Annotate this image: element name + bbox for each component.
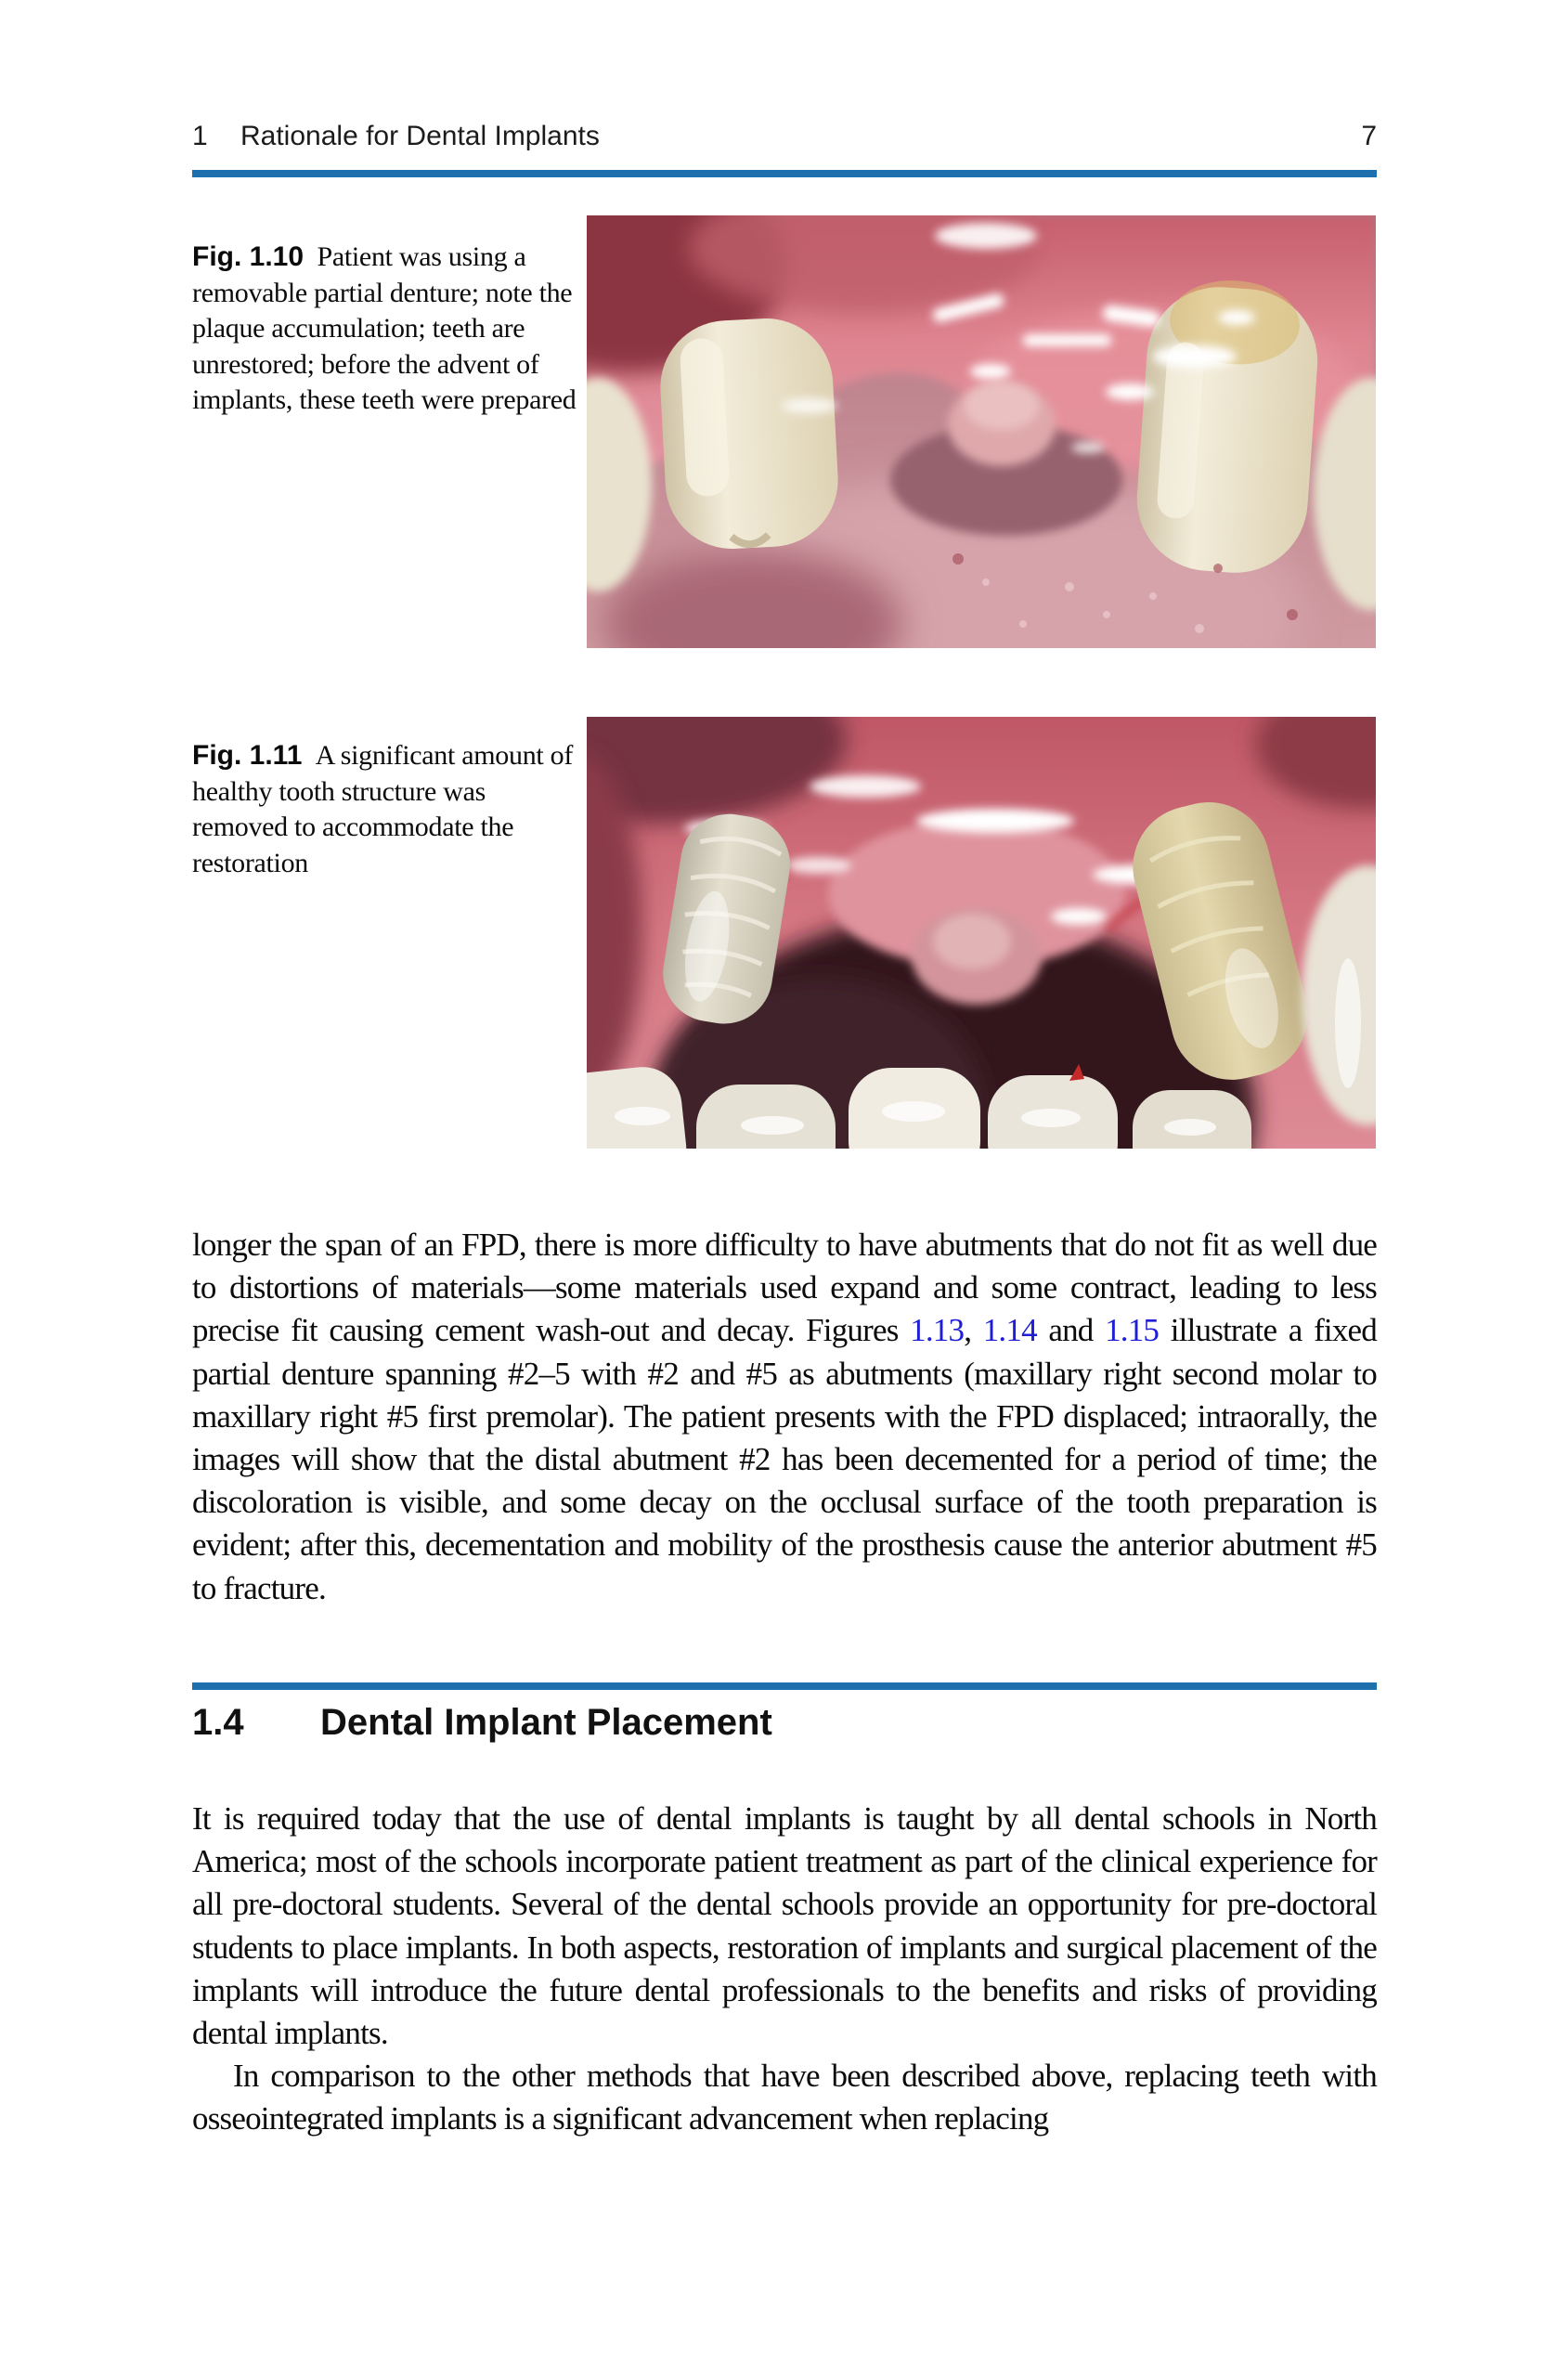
text-run: illustrate a fixed partial denture spanning #2–5 with #2 and #5 as abutments (maxillary right second molar to maxillary right #5 first premolar). The patient presents with the FPD displaced; intraorally, the images will show that the distal abutment #2 has been decemented for a period of time; the discoloration is visible, and some decay on the occlusal surface of the tooth preparation is evident; after this, decementation and mobility of the prosthesis cause the anterior abutment #5 to fracture. [192,1312,1377,1606]
section-body [192,1798,1377,2141]
figure-ref-link[interactable]: 1.14 [982,1312,1037,1349]
chapter-title: Rationale for Dental Implants [240,121,600,151]
header-rule [192,170,1377,177]
page-number: 7 [1361,121,1377,151]
figure-1-11-label: Fig. 1.11 [192,740,303,771]
body-paragraph-fpd [192,1224,1377,1610]
figure-1-10-label: Fig. 1.10 [192,241,305,272]
text-run: , [964,1312,983,1349]
section-heading [192,1699,1377,1746]
section-title: Dental Implant Placement [320,1702,772,1743]
figure-1-10-image [587,215,1376,648]
figure-ref-link[interactable]: 1.15 [1105,1312,1160,1349]
section-rule [192,1682,1377,1690]
chapter-number: 1 [192,121,208,151]
running-header [192,121,1377,162]
section-number: 1.4 [192,1702,244,1743]
figure-1-10-caption [192,240,586,419]
body-paragraph-requirement: It is required today that the use of dental implants is taught by all dental schools in North America; most of the schools incorporate patient treatment as part of the clinical experience for all pre-doctoral students. Several of the dental schools provide an opportunity for pre-doctoral students to place implants. In both aspects, restoration of implants and surgical placement of the implants will introduce the future dental professionals to the benefits and risks of providing dental implants. [192,1800,1377,2052]
text-run: longer the span of an FPD, there is more difficulty to have abutments that do not fit as well due to distortions of materials—some materials used expand and some contract, leading to less precise fit causing cement wash-out and decay. Figures [192,1227,1377,1349]
text-run: and [1036,1312,1106,1349]
figure-ref-link[interactable]: 1.13 [910,1312,965,1349]
figure-1-11-caption-text: A significant amount of healthy tooth structure was removed to accommodate the restoration [192,740,574,878]
figure-1-10-caption-text: Patient was using a removable partial denture; note the plaque accumulation; teeth are unrestored; before the advent of implants, these teeth were prepared [192,241,577,415]
figure-1-11-image [587,717,1376,1149]
body-paragraph-comparison: In comparison to the other methods that have been described above, replacing teeth with osseointegrated implants is a significant advancement when replacing [192,2058,1377,2137]
figure-1-11-caption [192,738,586,881]
